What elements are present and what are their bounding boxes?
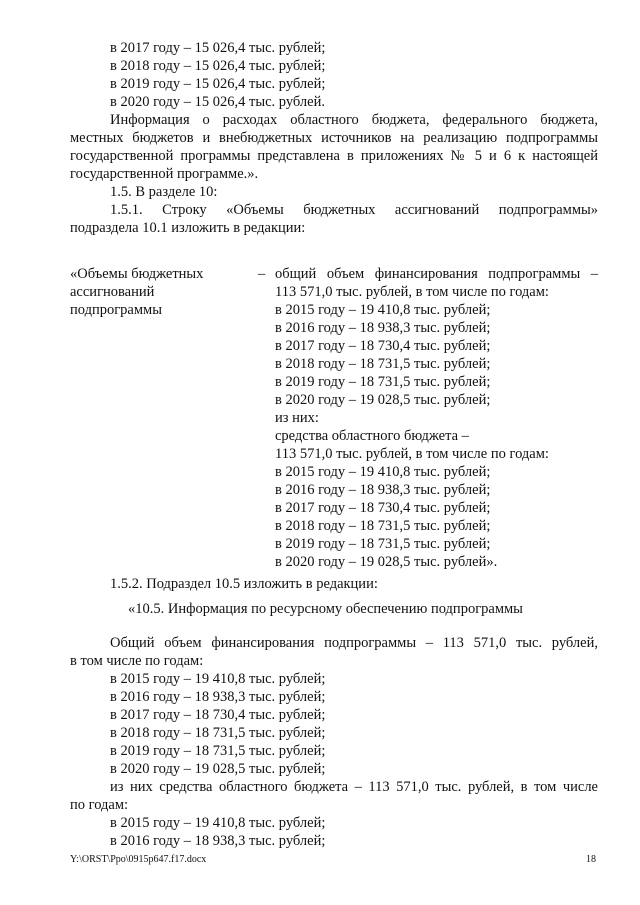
table-dash: – [258,266,266,282]
year-line: в 2020 году – 15 026,4 тыс. рублей. [110,94,325,110]
subsection-title: «10.5. Информация по ресурсному обеспечению подпрограммы [128,601,523,617]
table-right-line: в 2016 году – 18 938,3 тыс. рублей; [275,482,491,498]
year-line: в 2019 году – 15 026,4 тыс. рублей; [110,76,326,92]
table-left-label: подпрограммы [70,302,162,318]
table-right-line: 113 571,0 тыс. рублей, в том числе по годам: [275,284,549,300]
item-152: 1.5.2. Подраздел 10.5 изложить в редакции: [110,576,378,592]
regional-paragraph-line: по годам: [70,797,129,813]
table-right-line: средства областного бюджета – [275,428,469,444]
section-heading: 1.5. В разделе 10: [110,184,218,200]
table-right-line: в 2019 году – 18 731,5 тыс. рублей; [275,536,491,552]
footer-file-path: Y:\ORST\Ppo\0915p647.f17.docx [70,854,207,865]
year-line: в 2016 году – 18 938,3 тыс. рублей; [110,833,326,849]
table-right-line: в 2020 году – 19 028,5 тыс. рублей; [275,392,491,408]
item-151-line: 1.5.1. Строку «Объемы бюджетных ассигнований подпрограммы» [110,202,598,218]
table-right-line: в 2016 году – 18 938,3 тыс. рублей; [275,320,491,336]
info-paragraph-line: государственной программы представлена в приложениях № 5 и 6 к настоящей [70,148,598,164]
info-paragraph-line: государственной программе.». [70,166,259,182]
page-number: 18 [586,854,596,865]
year-line: в 2018 году – 15 026,4 тыс. рублей; [110,58,326,74]
year-line: в 2017 году – 15 026,4 тыс. рублей; [110,40,326,56]
table-right-line: в 2015 году – 19 410,8 тыс. рублей; [275,302,491,318]
table-right-line: в 2015 году – 19 410,8 тыс. рублей; [275,464,491,480]
table-right-line: в 2018 году – 18 731,5 тыс. рублей; [275,356,491,372]
info-paragraph-line: местных бюджетов и внебюджетных источников на реализацию подпрограммы [70,130,598,146]
year-line: в 2016 году – 18 938,3 тыс. рублей; [110,689,326,705]
info-paragraph-line: Информация о расходах областного бюджета, федерального бюджета, [110,112,598,128]
item-151-line: подраздела 10.1 изложить в редакции: [70,220,306,236]
table-left-label: ассигнований [70,284,155,300]
year-line: в 2020 году – 19 028,5 тыс. рублей; [110,761,326,777]
table-right-line: 113 571,0 тыс. рублей, в том числе по годам: [275,446,549,462]
table-right-line: в 2020 году – 19 028,5 тыс. рублей». [275,554,498,570]
year-line: в 2015 году – 19 410,8 тыс. рублей; [110,815,326,831]
table-right-line: в 2019 году – 18 731,5 тыс. рублей; [275,374,491,390]
year-line: в 2017 году – 18 730,4 тыс. рублей; [110,707,326,723]
regional-paragraph-line: из них средства областного бюджета – 113 571,0 тыс. рублей, в том числе [110,779,598,795]
year-line: в 2018 году – 18 731,5 тыс. рублей; [110,725,326,741]
table-right-line: в 2018 году – 18 731,5 тыс. рублей; [275,518,491,534]
table-left-label: «Объемы бюджетных [70,266,204,282]
table-right-line: в 2017 году – 18 730,4 тыс. рублей; [275,338,491,354]
year-line: в 2019 году – 18 731,5 тыс. рублей; [110,743,326,759]
table-right-line: в 2017 году – 18 730,4 тыс. рублей; [275,500,491,516]
table-right-line: из них: [275,410,319,426]
year-line: в 2015 году – 19 410,8 тыс. рублей; [110,671,326,687]
total-paragraph-line: Общий объем финансирования подпрограммы – 113 571,0 тыс. рублей, [110,635,598,651]
total-paragraph-line: в том числе по годам: [70,653,204,669]
table-right-line: общий объем финансирования подпрограммы – [275,266,598,282]
